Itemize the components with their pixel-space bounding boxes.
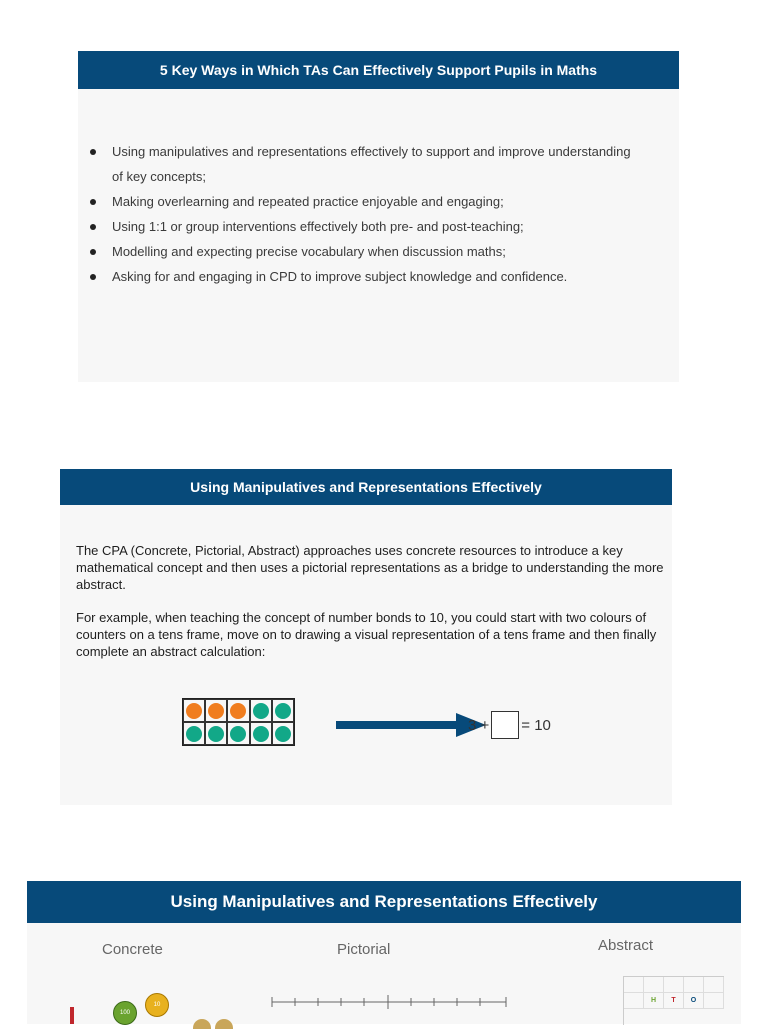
answer-box: [491, 711, 519, 739]
cpa-columns-card: [27, 881, 741, 1024]
bullet-icon: [90, 149, 96, 155]
cpa-paragraph: The CPA (Concrete, Pictorial, Abstract) approaches uses concrete resources to introduce a key mathematical concept and then uses a pictorial representations as a bridge to understanding the more abstract.: [76, 543, 664, 592]
tens-frame-cell: [205, 722, 227, 745]
teal-counter: [275, 726, 291, 742]
one-counter: [193, 1019, 211, 1029]
number-line: [270, 992, 510, 1012]
example-paragraph: For example, when teaching the concept of number bonds to 10, you could start with two colours of counters on a tens frame, move on to drawing a visual representation of a tens frame and then finally complete an abstract calculation:: [76, 610, 657, 659]
list-item-text: Asking for and engaging in CPD to improve subject knowledge and confidence.: [112, 269, 568, 284]
tens-frame-cell: [183, 722, 205, 745]
equation-left: 3 +: [468, 716, 490, 734]
tens-frame-cell: [183, 699, 205, 722]
right-arrow-icon: [336, 713, 486, 737]
tens-frame-cell: [250, 722, 272, 745]
concrete-heading: Concrete: [102, 941, 163, 958]
teal-counter: [208, 726, 224, 742]
equation: [468, 711, 551, 739]
place-value-grid: [623, 976, 724, 1025]
equation-right: = 10: [521, 716, 551, 734]
list-item: [90, 189, 668, 214]
teal-counter: [275, 703, 291, 719]
list-item-text: of key concepts;: [112, 169, 206, 184]
hundreds-header: H: [644, 993, 664, 1009]
list-item: [90, 264, 668, 289]
hundred-counter: [113, 1001, 137, 1025]
manipulatives-card: [60, 469, 672, 805]
tens-frame-cell: [250, 699, 272, 722]
bullet-icon: [90, 274, 96, 280]
list-item-text: Modelling and expecting precise vocabulary when discussion maths;: [112, 244, 506, 259]
orange-counter: [230, 703, 246, 719]
abstract-heading: Abstract: [598, 937, 654, 954]
list-item: [90, 239, 668, 264]
list-item: [90, 214, 668, 239]
counter-label: 10: [153, 1002, 161, 1008]
tens-frame-cell: [227, 722, 249, 745]
key-ways-card: [78, 51, 679, 382]
teal-counter: [186, 726, 202, 742]
ones-header: O: [684, 993, 704, 1009]
card-title: Using Manipulatives and Representations Effectively: [27, 881, 741, 923]
counter-label: 100: [119, 1010, 130, 1016]
tens-rod: [70, 1007, 74, 1024]
tens-header: T: [664, 993, 684, 1009]
ten-counter: [145, 993, 169, 1017]
tens-frame-cell: [205, 699, 227, 722]
key-ways-list: [90, 139, 668, 289]
tens-frame-cell: [227, 699, 249, 722]
orange-counter: [208, 703, 224, 719]
tens-frame: [182, 698, 295, 746]
pictorial-heading: Pictorial: [337, 941, 391, 958]
bullet-icon: [90, 224, 96, 230]
list-item-text: Using 1:1 or group interventions effectively both pre- and post-teaching;: [112, 219, 524, 234]
list-item: [90, 139, 668, 189]
bullet-icon: [90, 199, 96, 205]
teal-counter: [253, 703, 269, 719]
list-item-text: Making overlearning and repeated practice enjoyable and engaging;: [112, 194, 504, 209]
bullet-icon: [90, 249, 96, 255]
teal-counter: [253, 726, 269, 742]
teal-counter: [230, 726, 246, 742]
one-counter: [215, 1019, 233, 1029]
orange-counter: [186, 703, 202, 719]
tens-frame-cell: [272, 699, 294, 722]
list-item-text: Using manipulatives and representations effectively to support and improve understanding: [112, 144, 631, 159]
card-title: Using Manipulatives and Representations Effectively: [60, 469, 672, 505]
tens-frame-cell: [272, 722, 294, 745]
card-title: 5 Key Ways in Which TAs Can Effectively Support Pupils in Maths: [78, 51, 679, 89]
